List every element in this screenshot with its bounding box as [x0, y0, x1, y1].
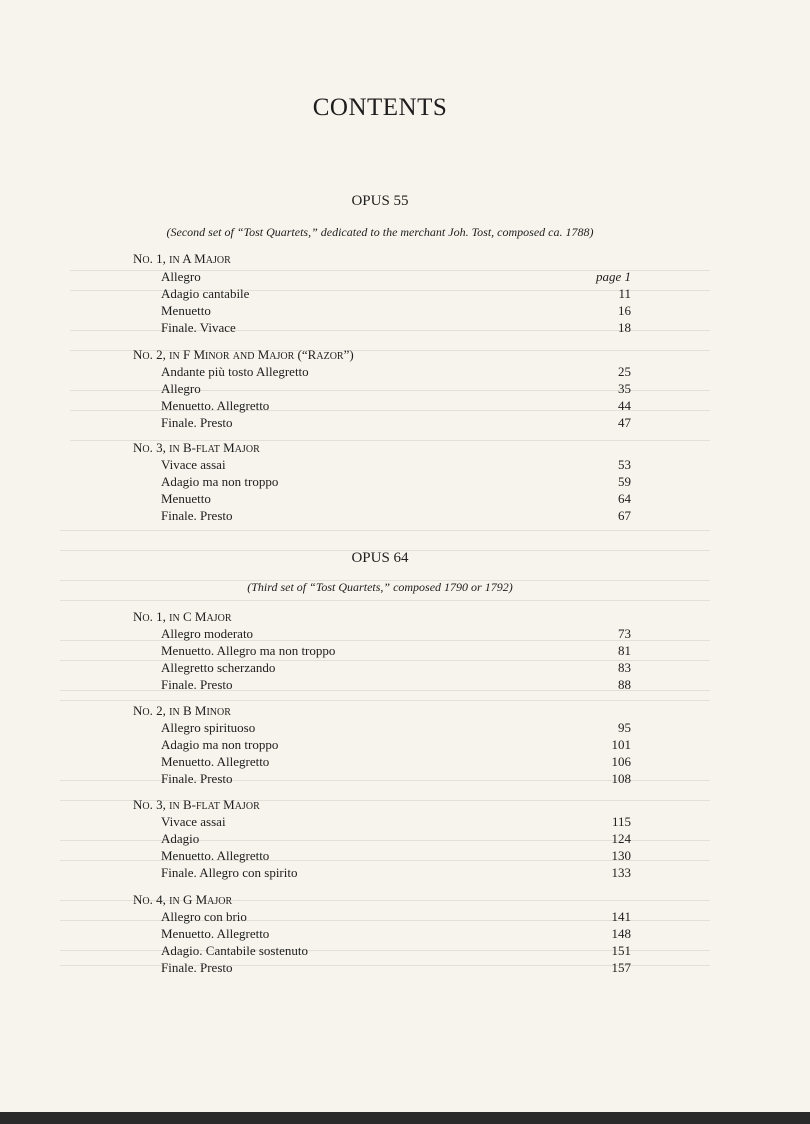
page-number: 83	[618, 660, 631, 675]
page-number: 16	[618, 303, 631, 318]
movement-title: Allegro con brio	[161, 909, 247, 924]
movement-title: Adagio ma non troppo	[161, 474, 279, 489]
page-number: 133	[611, 865, 631, 880]
movement-title: Andante più tosto Allegretto	[161, 364, 309, 379]
movement-title: Vivace assai	[161, 457, 226, 472]
quartet-number: NO. 1,	[133, 251, 166, 266]
page-number: 44	[618, 398, 631, 413]
quartet-key: G MAJOR	[182, 892, 233, 907]
page-number: 124	[611, 831, 631, 846]
page-number: 25	[618, 364, 631, 379]
page-number: 141	[611, 909, 631, 924]
quartet-key-prefix: IN	[169, 613, 180, 624]
movement-title: Finale. Presto	[161, 508, 233, 523]
movement-title: Adagio ma non troppo	[161, 737, 279, 752]
quartet-key-prefix: IN	[169, 801, 180, 812]
movement-title: Finale. Presto	[161, 415, 233, 430]
quartet-number: NO. 1,	[133, 609, 166, 624]
movement-title: Menuetto	[161, 303, 211, 318]
page-number: 35	[618, 381, 631, 396]
movement-title: Adagio. Cantabile sostenuto	[161, 943, 308, 958]
movement-title: Menuetto. Allegretto	[161, 848, 270, 863]
quartet-key-prefix: IN	[169, 707, 180, 718]
quartet-heading	[133, 703, 231, 719]
movement-title: Finale. Allegro con spirito	[161, 865, 298, 880]
quartet-key: F MINOR AND MAJOR (“RAZOR”)	[182, 347, 354, 362]
movement-title: Allegro	[161, 269, 201, 284]
movement-title: Allegro moderato	[161, 626, 254, 641]
quartet-key: B MINOR	[182, 703, 231, 718]
movement-title: Vivace assai	[161, 814, 226, 829]
page-number: 73	[618, 626, 631, 641]
page-number: 108	[611, 771, 631, 786]
quartet-key-prefix: IN	[169, 896, 180, 907]
page-number: 88	[618, 677, 631, 692]
page-number: 64	[618, 491, 631, 506]
page-number: 106	[611, 754, 631, 769]
movement-title: Finale. Presto	[161, 771, 233, 786]
opus-heading: OPUS 64	[351, 550, 409, 566]
movement-title: Adagio	[161, 831, 200, 846]
quartet-key: B-FLAT MAJOR	[182, 797, 260, 812]
movement-title: Finale. Presto	[161, 960, 233, 975]
quartet-key-prefix: IN	[169, 444, 180, 455]
quartet-key-prefix: IN	[169, 255, 180, 266]
quartet-number: NO. 2,	[133, 347, 166, 362]
page-number: 95	[618, 720, 631, 735]
page-bottom-edge	[0, 1112, 810, 1124]
quartet-key: B-FLAT MAJOR	[182, 440, 260, 455]
movement-title: Menuetto. Allegretto	[161, 398, 270, 413]
page-number: 81	[618, 643, 631, 658]
quartet-heading	[133, 440, 260, 456]
quartet-number: NO. 3,	[133, 797, 166, 812]
movement-title: Menuetto. Allegretto	[161, 754, 270, 769]
opus-subtitle: (Third set of “Tost Quartets,” composed 1790 or 1792)	[247, 580, 513, 594]
movement-title: Menuetto	[161, 491, 211, 506]
opus-heading: OPUS 55	[351, 193, 409, 209]
movement-title: Allegro	[161, 381, 201, 396]
movement-title: Allegro spirituoso	[161, 720, 256, 735]
movement-title: Menuetto. Allegro ma non troppo	[161, 643, 336, 658]
movement-title: Adagio cantabile	[161, 286, 250, 301]
page-number: 115	[611, 814, 631, 829]
quartet-heading	[133, 609, 231, 625]
page-number: page 1	[595, 269, 631, 284]
page-number: 53	[618, 457, 631, 472]
quartet-number: NO. 3,	[133, 440, 166, 455]
quartet-heading	[133, 892, 232, 908]
quartet-heading	[133, 251, 231, 267]
page-number: 11	[618, 286, 631, 301]
movement-title: Finale. Vivace	[161, 320, 236, 335]
page-number: 157	[611, 960, 631, 975]
page-number: 101	[611, 737, 631, 752]
quartet-number: NO. 2,	[133, 703, 166, 718]
page-number: 59	[618, 474, 631, 489]
page-number: 18	[618, 320, 631, 335]
opus-subtitle: (Second set of “Tost Quartets,” dedicated to the merchant Joh. Tost, composed ca. 1788)	[166, 225, 594, 239]
quartet-heading	[133, 347, 354, 363]
contents-title: CONTENTS	[312, 94, 448, 121]
quartet-key-prefix: IN	[169, 351, 180, 362]
page-number: 67	[618, 508, 631, 523]
quartet-key: C MAJOR	[182, 609, 232, 624]
page-number: 47	[618, 415, 631, 430]
page-number: 148	[611, 926, 631, 941]
movement-title: Finale. Presto	[161, 677, 233, 692]
quartet-key: A MAJOR	[182, 251, 231, 266]
movement-title: Menuetto. Allegretto	[161, 926, 270, 941]
quartet-number: NO. 4,	[133, 892, 166, 907]
page-number: 130	[611, 848, 631, 863]
movement-title: Allegretto scherzando	[161, 660, 276, 675]
quartet-heading	[133, 797, 260, 813]
page-number: 151	[611, 943, 631, 958]
